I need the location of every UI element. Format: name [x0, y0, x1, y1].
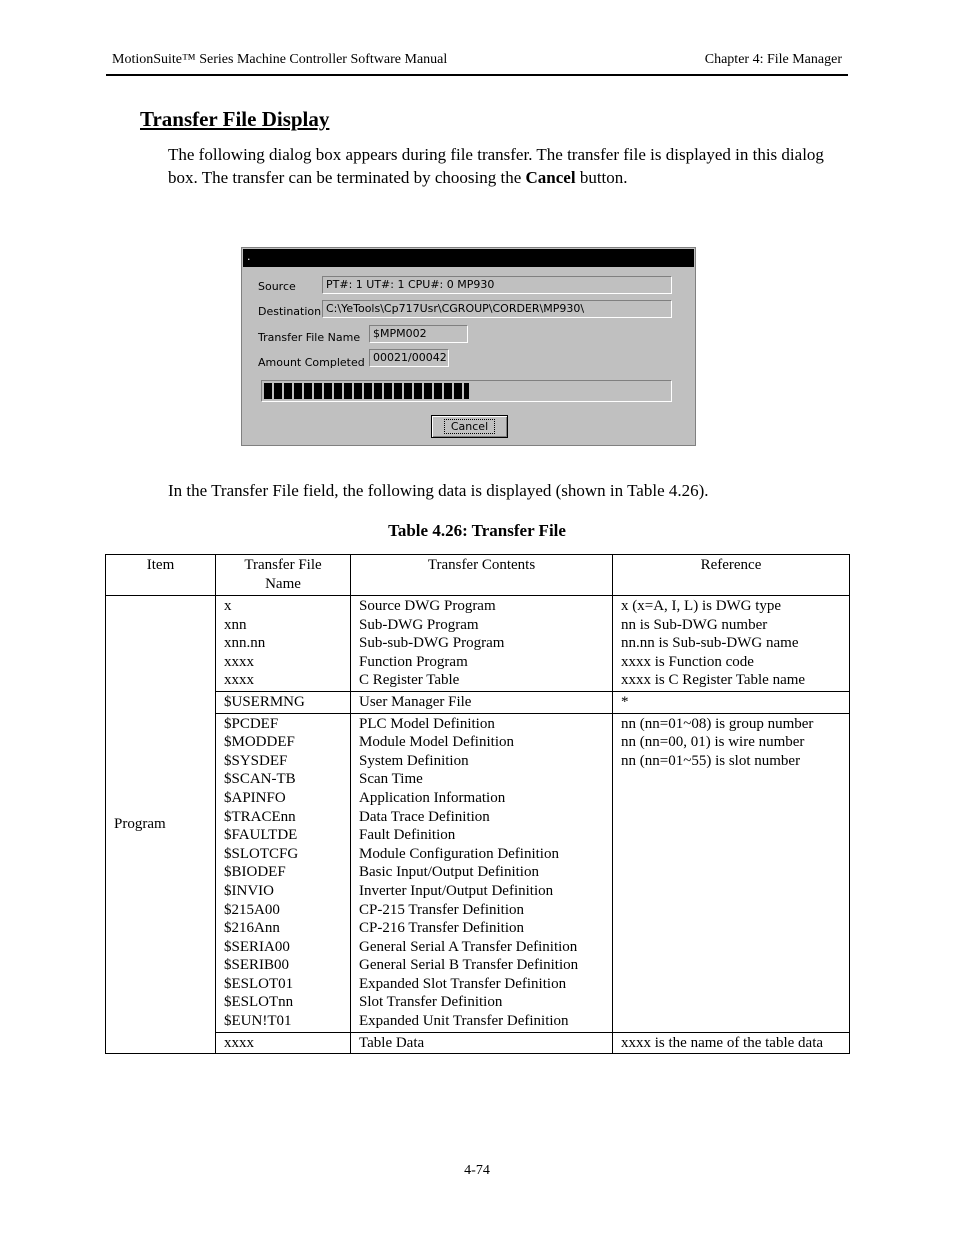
- name-cell-line: $SYSDEF: [224, 752, 288, 769]
- reference-cell: [613, 1032, 850, 1054]
- name-cell-line: $MODDEF: [224, 734, 295, 751]
- dialog-title-bar[interactable]: [243, 249, 694, 267]
- name-cell-line: $SERIA00: [224, 938, 290, 955]
- header-cell-item: Item: [106, 555, 216, 596]
- contents-cell-line: Fault Definition: [359, 827, 456, 844]
- transfer-file-table: [105, 554, 850, 1054]
- reference-cell: [613, 596, 850, 692]
- header-cell-reference: Reference: [613, 555, 850, 596]
- contents-cell-line: System Definition: [359, 752, 469, 769]
- running-header-chapter: Chapter 4: File Manager: [704, 52, 842, 67]
- name-cell-line: $TRACEnn: [224, 808, 296, 825]
- contents-cell-line: Slot Transfer Definition: [359, 994, 503, 1011]
- header-cell-transfer-file-name: Transfer File Name: [216, 555, 351, 596]
- section-title: Transfer File Display: [140, 107, 330, 131]
- name-cell-line: $INVIO: [224, 882, 274, 899]
- name-cell-line: xnn: [224, 616, 247, 633]
- reference-cell-line: *: [621, 693, 629, 710]
- reference-cell-line: xxxx is Function code: [621, 653, 754, 670]
- contents-cell-line: Inverter Input/Output Definition: [359, 882, 554, 899]
- progress-fill: [264, 383, 469, 399]
- name-cell-line: $ESLOTnn: [224, 994, 294, 1011]
- reference-cell-line: nn (nn=01~08) is group number: [621, 715, 814, 732]
- reference-cell-line: nn is Sub-DWG number: [621, 616, 768, 633]
- name-cell-line: $EUN!T01: [224, 1013, 292, 1030]
- transfer-file-name-field: $MPM002: [369, 325, 468, 343]
- contents-cell-line: PLC Model Definition: [359, 715, 495, 732]
- contents-cell: [351, 596, 613, 692]
- reference-cell: [613, 713, 850, 1032]
- contents-cell-line: Data Trace Definition: [359, 808, 490, 825]
- name-cell-line: $SERIB00: [224, 957, 290, 974]
- contents-cell-line: CP-215 Transfer Definition: [359, 901, 524, 918]
- contents-cell-line: Expanded Slot Transfer Definition: [359, 975, 567, 992]
- name-cell-line: $ESLOT01: [224, 975, 294, 992]
- name-cell-line: $APINFO: [224, 789, 286, 806]
- table-header-row: [106, 555, 850, 596]
- contents-cell-line: Basic Input/Output Definition: [359, 864, 539, 881]
- name-cell-line: $SLOTCFG: [224, 845, 299, 862]
- item-cell: Program: [106, 596, 216, 1054]
- table-row: [106, 596, 850, 692]
- name-cell-line: xxxx: [224, 672, 254, 689]
- intro-text: The following dialog box appears during file transfer. The transfer file is displayed in this dialog box. The transfer can be terminated by choosing the: [168, 145, 824, 187]
- source-field: PT#: 1 UT#: 1 CPU#: 0 MP930: [322, 276, 672, 294]
- contents-cell-line: Sub-DWG Program: [359, 616, 479, 633]
- name-cell: [216, 596, 351, 692]
- contents-cell-line: CP-216 Transfer Definition: [359, 920, 524, 937]
- cancel-button-label: Cancel: [444, 419, 495, 434]
- name-cell-line: xnn.nn: [224, 635, 266, 652]
- table-row: [106, 713, 850, 1032]
- header-rule: [106, 74, 848, 76]
- contents-cell-line: Application Information: [359, 789, 506, 806]
- contents-cell-line: Source DWG Program: [359, 598, 496, 614]
- contents-cell-line: Sub-sub-DWG Program: [359, 635, 505, 652]
- contents-cell-line: C Register Table: [359, 672, 460, 689]
- name-cell-line: $FAULTDE: [224, 827, 298, 844]
- contents-cell-line: Scan Time: [359, 771, 423, 788]
- contents-cell-line: General Serial B Transfer Definition: [359, 957, 579, 974]
- contents-cell-line: General Serial A Transfer Definition: [359, 938, 578, 955]
- contents-cell: [351, 691, 613, 713]
- name-cell-line: xxxx: [224, 653, 254, 670]
- name-cell-line: x: [224, 598, 232, 614]
- name-cell-line: $216Ann: [224, 920, 280, 937]
- transfer-file-name-label: Transfer File Name: [258, 331, 361, 344]
- name-cell: [216, 713, 351, 1032]
- name-cell: [216, 1032, 351, 1054]
- reference-cell-line: nn (nn=00, 01) is wire number: [621, 734, 805, 751]
- transfer-dialog: [241, 247, 696, 446]
- table-row: [106, 1032, 850, 1054]
- source-label: Source: [258, 280, 296, 293]
- reference-cell: [613, 691, 850, 713]
- amount-completed-field: 00021/00042: [369, 349, 449, 367]
- contents-cell-line: Function Program: [359, 653, 468, 670]
- name-cell-line: $BIODEF: [224, 864, 286, 881]
- contents-cell-line: Table Data: [359, 1034, 425, 1051]
- intro-bold-cancel: Cancel: [525, 168, 576, 187]
- intro-text-end: button.: [575, 168, 628, 187]
- intro-paragraph: [168, 143, 848, 189]
- reference-cell-line: nn.nn is Sub-sub-DWG name: [621, 635, 799, 652]
- contents-cell-line: User Manager File: [359, 693, 472, 710]
- table-row: [106, 691, 850, 713]
- reference-cell-line: nn (nn=01~55) is slot number: [621, 752, 801, 769]
- contents-cell-line: Expanded Unit Transfer Definition: [359, 1013, 569, 1030]
- running-header-title: MotionSuite™ Series Machine Controller Software Manual: [112, 52, 448, 67]
- contents-cell: [351, 1032, 613, 1054]
- contents-cell-line: Module Model Definition: [359, 734, 514, 751]
- amount-completed-label: Amount Completed: [258, 356, 365, 369]
- header-cell-transfer-contents: Transfer Contents: [351, 555, 613, 596]
- destination-label: Destination: [258, 305, 322, 318]
- name-cell-line: xxxx: [224, 1034, 254, 1051]
- name-cell-line: $PCDEF: [224, 715, 279, 732]
- transfer-progress-bar: [261, 380, 672, 402]
- page-number: 4-74: [464, 1163, 490, 1178]
- reference-cell-line: xxxx is the name of the table data: [621, 1034, 824, 1051]
- name-cell-line: $215A00: [224, 901, 280, 918]
- contents-cell: [351, 713, 613, 1032]
- name-cell-line: $USERMNG: [224, 693, 305, 710]
- reference-cell-line: x (x=A, I, L) is DWG type: [621, 598, 782, 614]
- body-paragraph: In the Transfer File field, the following data is displayed (shown in Table 4.26).: [168, 481, 709, 500]
- table-caption: Table 4.26: Transfer File: [388, 521, 566, 540]
- contents-cell-line: Module Configuration Definition: [359, 845, 559, 862]
- reference-cell-line: xxxx is C Register Table name: [621, 672, 806, 689]
- name-cell-line: $SCAN-TB: [224, 771, 296, 788]
- destination-field: C:\YeTools\Cp717Usr\CGROUP\CORDER\MP930\: [322, 300, 672, 318]
- cancel-button[interactable]: [431, 415, 508, 438]
- name-cell: [216, 691, 351, 713]
- dialog-title: .: [247, 250, 251, 263]
